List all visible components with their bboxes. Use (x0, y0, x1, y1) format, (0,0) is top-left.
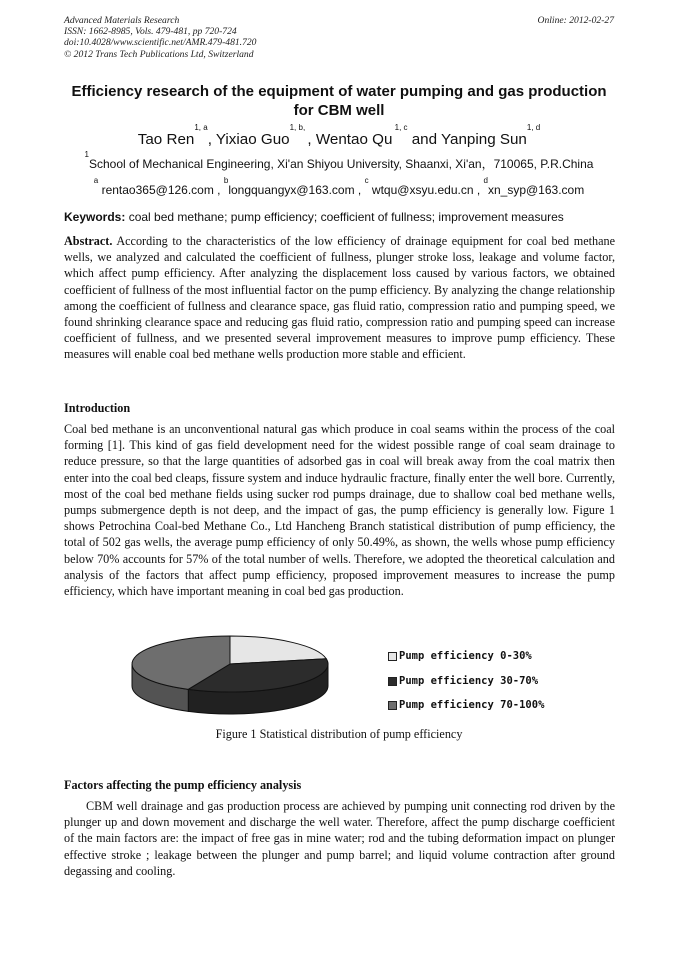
legend-label: Pump efficiency 70-100% (399, 699, 545, 711)
doi-line[interactable]: doi:10.4028/www.scientific.net/AMR.479-481.720 (64, 37, 257, 49)
affiliation-sup: 1 (84, 150, 89, 159)
legend-swatch (388, 652, 397, 661)
author-sup: 1, d (526, 123, 541, 132)
legend-swatch (388, 677, 397, 686)
keywords (64, 210, 616, 225)
email-sep: , (354, 183, 365, 197)
author-sup: 1, b, (289, 123, 308, 132)
author-sup: 1, c (392, 123, 408, 132)
journal-name: Advanced Materials Research (64, 15, 180, 26)
issn-line: ISSN: 1662-8985, Vols. 479-481, pp 720-724 (64, 26, 237, 38)
journal-header (64, 15, 256, 60)
introduction-heading: Introduction (64, 401, 131, 415)
author-name: Yixiao Guo (215, 131, 290, 148)
legend-label: Pump efficiency 30-70% (399, 674, 539, 687)
abstract (64, 233, 615, 363)
introduction-text: Coal bed methane is an unconventional natural gas which produce in coal seams within the process of the coal forming [1]. This kind of gas field development need for the widest possible range of coal seam drainage to reduce pressure, so that the large quantities of adsorbed gas in coal will break away from the coal matrix then enter into the coal bed cleaps, fissure system and induce hydraulic fracture, finally enter the well bore. Currently, most of the coal bed methane fields using sucker rod pumps drainage, due to shallow coal bed methane wells, pumps submergence depth is not deep, and the impact of gas, the pump efficiency is generally low. Figure 1 shows Petrochina Coal-bed Methane Co., Ltd Hancheng Branch statistical distribution of pump efficiency, the total of 502 gas wells, the average pump efficiency of only 50.49%, as shown, the wells whose pump efficiency below 70% accounts for 57% of the total number of wells. Therefore, we adopted the theoretical calculation and analysis of the factors that affect pump efficiency, proposed improvement measures to increase the pump efficiency, which have important meaning in coal bed gas production. (64, 422, 615, 599)
author-list (64, 123, 614, 150)
author-sup: 1, a (194, 123, 208, 132)
legend-label: Pump efficiency 0-30% (399, 650, 532, 662)
affiliation-text: School of Mechanical Engineering, Xi'an Shiyou University, Shaanxi, Xi'an，710065, P.R.China (89, 157, 594, 171)
factors-text: CBM well drainage and gas production process are achieved by pumping unit connecting rod driven by the plunger up and down movement and discharge the well water. Therefore, affect the pump discharge coefficient of the main factors are: the impact of free gas in mine water; rod and the tubing deformation impact on plunger effective stroke ; leakage between the plunger and pump barrel; and liquid volume contraction after ground degassing and cooling. (64, 799, 615, 878)
email-link[interactable]: xn_syp@163.com (487, 183, 585, 197)
email-list (50, 176, 628, 198)
author-sep: , (207, 131, 216, 148)
author-name: Tao Ren (137, 131, 195, 148)
keywords-text: coal bed methane; pump efficiency; coefficient of fullness; improvement measures (125, 210, 564, 224)
email-sup: a (93, 176, 99, 185)
email-link[interactable]: rentao365@126.com (98, 183, 214, 197)
pump-efficiency-pie-chart (130, 634, 330, 716)
author-sep: , (307, 131, 316, 148)
abstract-label: Abstract. (64, 234, 113, 248)
email-sep: , (213, 183, 224, 197)
legend-swatch (388, 701, 397, 710)
figure-caption: Figure 1 Statistical distribution of pump efficiency (215, 727, 463, 741)
email-link[interactable]: wtqu@xsyu.edu.cn (368, 183, 474, 197)
paper-title: Efficiency research of the equipment of water pumping and gas production for CBM well (71, 83, 607, 119)
abstract-text: According to the characteristics of the low efficiency of drainage equipment for coal bed methane wells, we analyzed and calculated the coefficient of fullness, plunger stroke loss, leakage and volume factor, which affect pump efficiency. After analyzing the displacement loss caused by various factors, we obtained coefficient of fullness of the most influential factor on the pump efficiency. By analyzing the change relationship among the coefficient of fullness and clearance space, gas fluid ratio, compression ratio and pumping speed, we found shrinking clearance space and reducing gas fluid ratio, compression ratio and pumping speed can increase coefficient of fullness, and we presented several improvement measures to improve pump efficiency. These measures will enable coal bed methane wells production more stable and efficient. (64, 234, 615, 362)
author-sep: and (407, 131, 442, 148)
author-name: Yanping Sun (441, 131, 527, 148)
email-sup: d (483, 176, 488, 185)
keywords-label: Keywords: (64, 210, 126, 224)
email-link[interactable]: longquangyx@163.com (228, 183, 355, 197)
affiliation (50, 150, 628, 172)
email-sup: b (223, 176, 229, 185)
online-date: Online: 2012-02-27 (537, 15, 614, 26)
author-name: Wentao Qu (315, 131, 393, 148)
email-sup: c (364, 176, 369, 185)
factors-heading: Factors affecting the pump efficiency analysis (64, 778, 302, 792)
email-sep: , (473, 183, 484, 197)
copyright-line: © 2012 Trans Tech Publications Ltd, Switzerland (64, 48, 254, 60)
